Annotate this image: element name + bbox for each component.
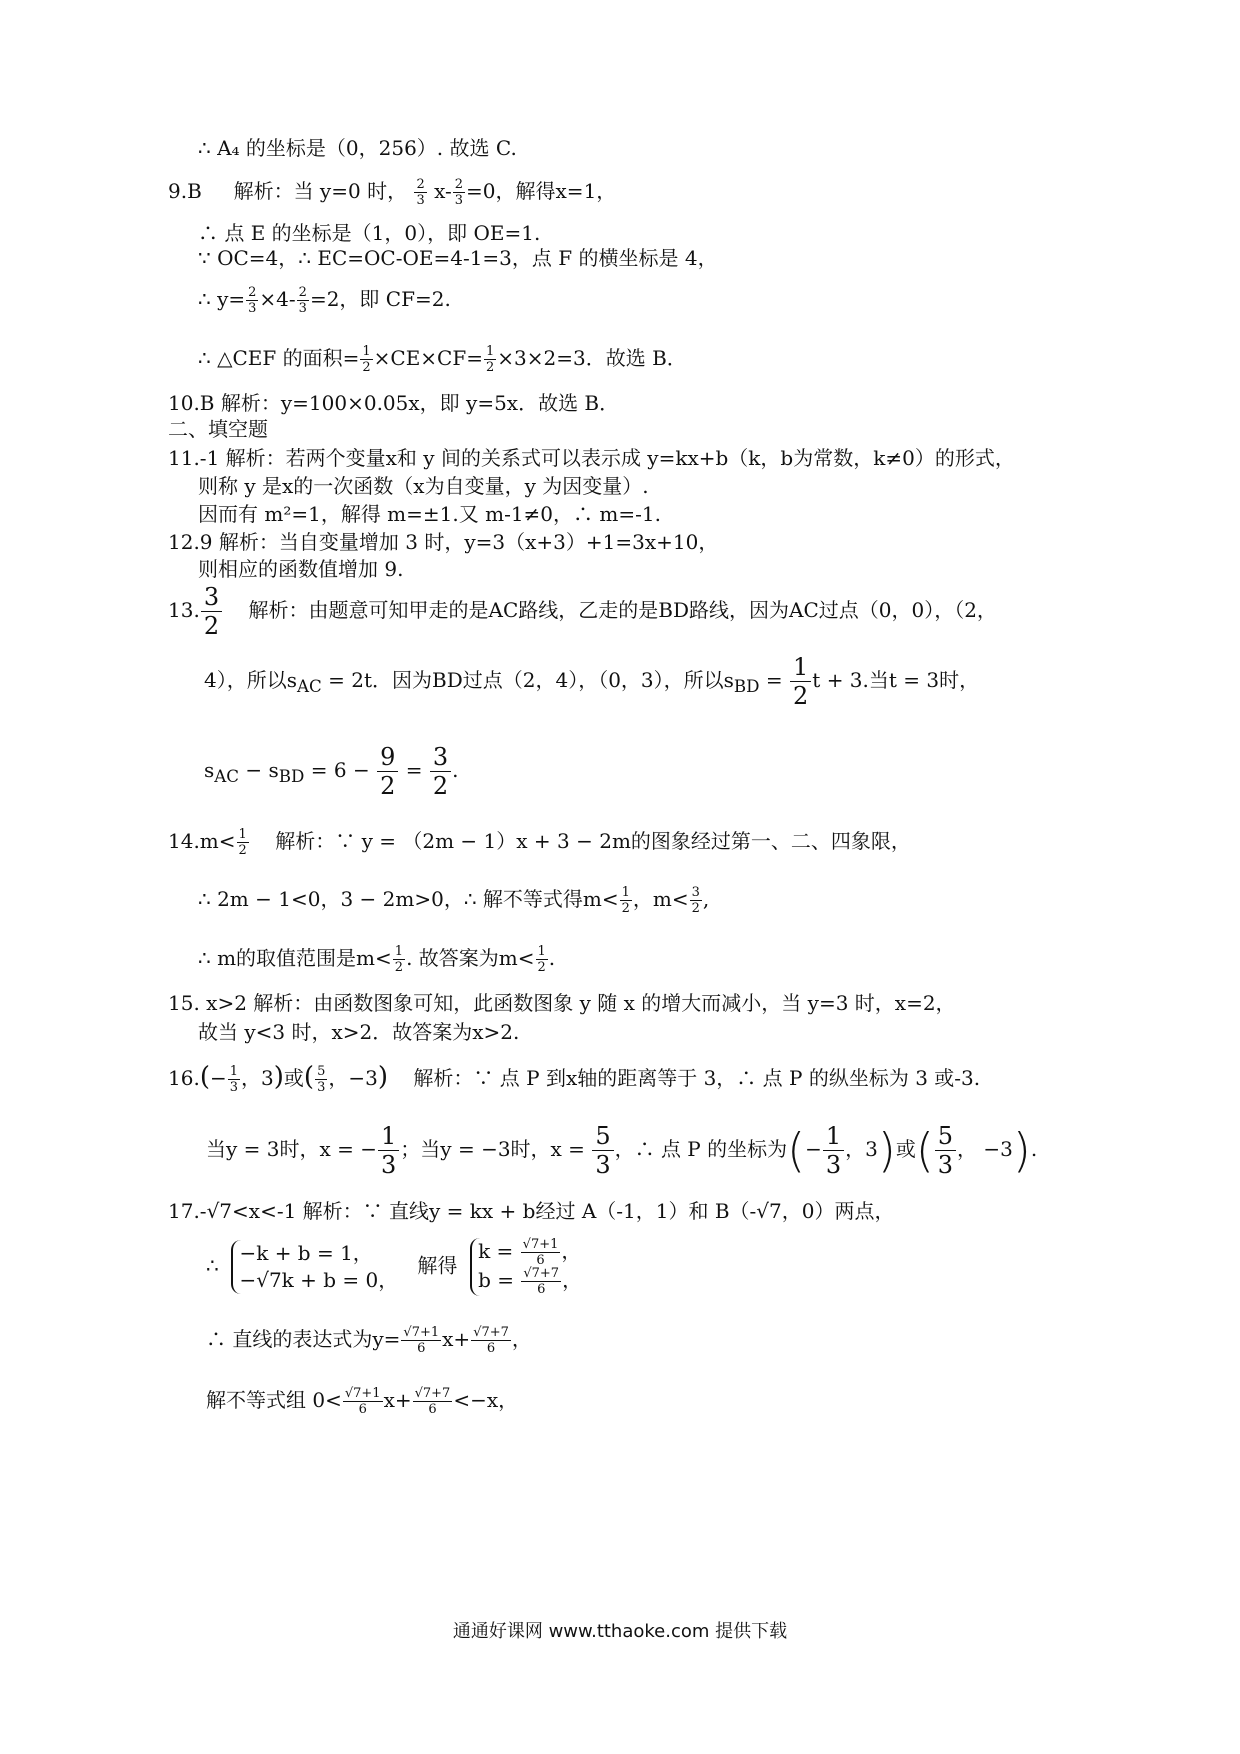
- fraction-1-2: $\frac{1}{2}$: [790, 655, 811, 708]
- fraction-2-3: $\frac{2}{3}$: [416, 177, 425, 208]
- q17-line-3: ∴ 直线的表达式为y= $\frac{√7+1}{6}$ x+ $\frac{√7+7}{6}$ ，: [206, 1325, 532, 1356]
- fraction-sqrt7p1-6: $\frac{√7+1}{6}$: [522, 1237, 559, 1268]
- fraction-1-3: $\frac{1}{3}$: [823, 1124, 844, 1177]
- q15-line-1: 15. x>2 解析：由函数图象可知，此函数图象 y 随 x 的增大而减小，当 y=3 时，x=2，: [168, 991, 956, 1015]
- q13-line-2: 4），所以$s_{AC} = 2t$．因为BD过点（2，4），（0，3），所以$s_{BD}$ = $\frac{1}{2}$ t + 3.当t = 3时，: [204, 653, 980, 710]
- answer-line-a4: ∴ A₄ 的坐标是（0，256）. 故选 C.: [198, 136, 517, 160]
- fraction-1-2: $\frac{1}{2}$: [621, 885, 630, 916]
- fraction-2-3: $\frac{2}{3}$: [454, 177, 464, 208]
- fraction-1-2: $\frac{1}{2}$: [394, 944, 404, 975]
- fraction-1-2: $\frac{1}{2}$: [486, 344, 495, 375]
- fraction-5-3: $\frac{5}{3}$: [317, 1064, 326, 1095]
- q9-text-c: =0，解得x=1，: [466, 179, 617, 203]
- fraction-sqrt7p7-6: $\frac{√7+7}{6}$: [473, 1325, 509, 1356]
- q16-line-2: 当y = 3时，x = − $\frac{1}{3}$ ；当y = −3时，x = $\frac{5}{3}$ ，∴ 点 P 的坐标为(− $\frac{1}{3}$ ，3)或( $\frac{5}{3}$ ， −3).: [206, 1122, 1038, 1179]
- q11-line-3: 因而有 m²=1，解得 m=±1.又 m-1≠0，∴ m=-1.: [198, 502, 661, 526]
- q17-line-1: 17.-√7<x<-1 解析：∵ 直线y = kx + b经过 A（-1，1）和 B（-√7，0）两点，: [168, 1199, 895, 1223]
- q13-line-3: $s_{AC} - s_{BD} = 6$ − $\frac{9}{2}$ = $\frac{3}{2}$ .: [204, 743, 459, 800]
- q15-line-2: 故当 y<3 时，x>2．故答案为x>2.: [198, 1020, 520, 1044]
- q9-text-a: 解析：当 y=0 时，: [233, 179, 408, 203]
- q14-line-2: ∴ 2m − 1<0，3 − 2m>0，∴ 解不等式得m< $\frac{1}{2}$ ，m< $\frac{3}{2}$ ,: [198, 885, 710, 916]
- q9-line-1: [168, 178, 616, 207]
- q10-line: 10.B 解析：y=100×0.05x，即 y=5x．故选 B．: [168, 391, 620, 415]
- fraction-1-2: $\frac{1}{2}$: [537, 944, 546, 975]
- fraction-2-3: $\frac{2}{3}$: [298, 285, 307, 316]
- fraction-1-2: $\frac{1}{2}$: [362, 344, 371, 375]
- fraction-5-3: $\frac{5}{3}$: [935, 1124, 956, 1177]
- q9-text-b: x-: [434, 179, 452, 203]
- fraction-9-2: $\frac{9}{2}$: [377, 745, 398, 798]
- q17-system: ∴ −k + b = 1， −√7k + b = 0， 解得 k = $\frac{√7+1}{6}$ ， b = $\frac{√7+7}{6}$ ，: [206, 1237, 583, 1297]
- equation-system: −k + b = 1， −√7k + b = 0，: [231, 1240, 398, 1294]
- fraction-1-3: $\frac{1}{3}$: [229, 1064, 239, 1095]
- fraction-1-2: $\frac{1}{2}$: [238, 827, 247, 858]
- q9-line-2: ∴ 点 E 的坐标是（1，0），即 OE=1.: [198, 221, 541, 245]
- fraction-3-2: $\frac{3}{2}$: [201, 585, 222, 638]
- q9-line-3: ∵ OC=4，∴ EC=OC-OE=4-1=3，点 F 的横坐标是 4，: [198, 246, 718, 270]
- page-footer: 通通好课网 www.tthaoke.com 提供下载: [452, 1621, 788, 1642]
- fraction-2-3: $\frac{2}{3}$: [248, 285, 257, 316]
- fraction-sqrt7p1-6: $\frac{√7+1}{6}$: [403, 1325, 440, 1356]
- fraction-sqrt7p7-6: $\frac{√7+7}{6}$: [523, 1266, 560, 1297]
- solution-system: k = $\frac{√7+1}{6}$ ， b = $\frac{√7+7}{6}$ ，: [470, 1238, 582, 1296]
- fraction-3-2: $\frac{3}{2}$: [691, 885, 700, 916]
- q9-line-4: ∴ y= $\frac{2}{3}$ ×4- $\frac{2}{3}$ =2，即 CF=2.: [198, 285, 451, 316]
- q13-line-1: 13. $\frac{3}{2}$ 解析：由题意可知甲走的是AC路线，乙走的是BD路线，因为AC过点（0，0），（2，: [168, 583, 997, 640]
- q17-line-4: 解不等式组 0< $\frac{√7+1}{6}$ x+ $\frac{√7+7}{6}$ <−x，: [206, 1386, 519, 1417]
- fraction-5-3: $\frac{5}{3}$: [592, 1124, 613, 1177]
- q9-line-5: ∴ △CEF 的面积= $\frac{1}{2}$ ×CE×CF= $\frac{1}{2}$ ×3×2=3．故选 B．: [198, 344, 687, 375]
- q16-line-1: 16.(− $\frac{1}{3}$ ，3)或( $\frac{5}{3}$ ，−3) 解析：∵ 点 P 到x轴的距离等于 3，∴ 点 P 的纵坐标为 3 或-3.: [168, 1062, 981, 1095]
- fraction-1-3: $\frac{1}{3}$: [378, 1124, 399, 1177]
- q12-line-1: 12.9 解析：当自变量增加 3 时，y=3（x+3）+1=3x+10，: [168, 530, 719, 554]
- q11-line-1: 11.-1 解析：若两个变量x和 y 间的关系式可以表示成 y=kx+b（k，b为常数，k≠0）的形式，: [168, 446, 1015, 470]
- q9-answer: 9.B: [168, 179, 202, 203]
- q11-line-2: 则称 y 是x的一次函数（x为自变量，y 为因变量）.: [198, 474, 649, 498]
- fraction-sqrt7p7-6: $\frac{√7+7}{6}$: [414, 1386, 451, 1417]
- q12-line-2: 则相应的函数值增加 9.: [198, 557, 404, 581]
- section-heading-fill-blank: 二、填空题: [168, 417, 268, 441]
- q14-line-1: 14.m< $\frac{1}{2}$ 解析：∵ y = （2m − 1）x + 3 − 2m的图象经过第一、二、四象限，: [168, 827, 911, 858]
- q14-line-3: ∴ m的取值范围是m< $\frac{1}{2}$ . 故答案为m< $\frac{1}{2}$ .: [198, 944, 556, 975]
- fraction-sqrt7p1-6: $\frac{√7+1}{6}$: [344, 1386, 381, 1417]
- fraction-3-2: $\frac{3}{2}$: [430, 745, 451, 798]
